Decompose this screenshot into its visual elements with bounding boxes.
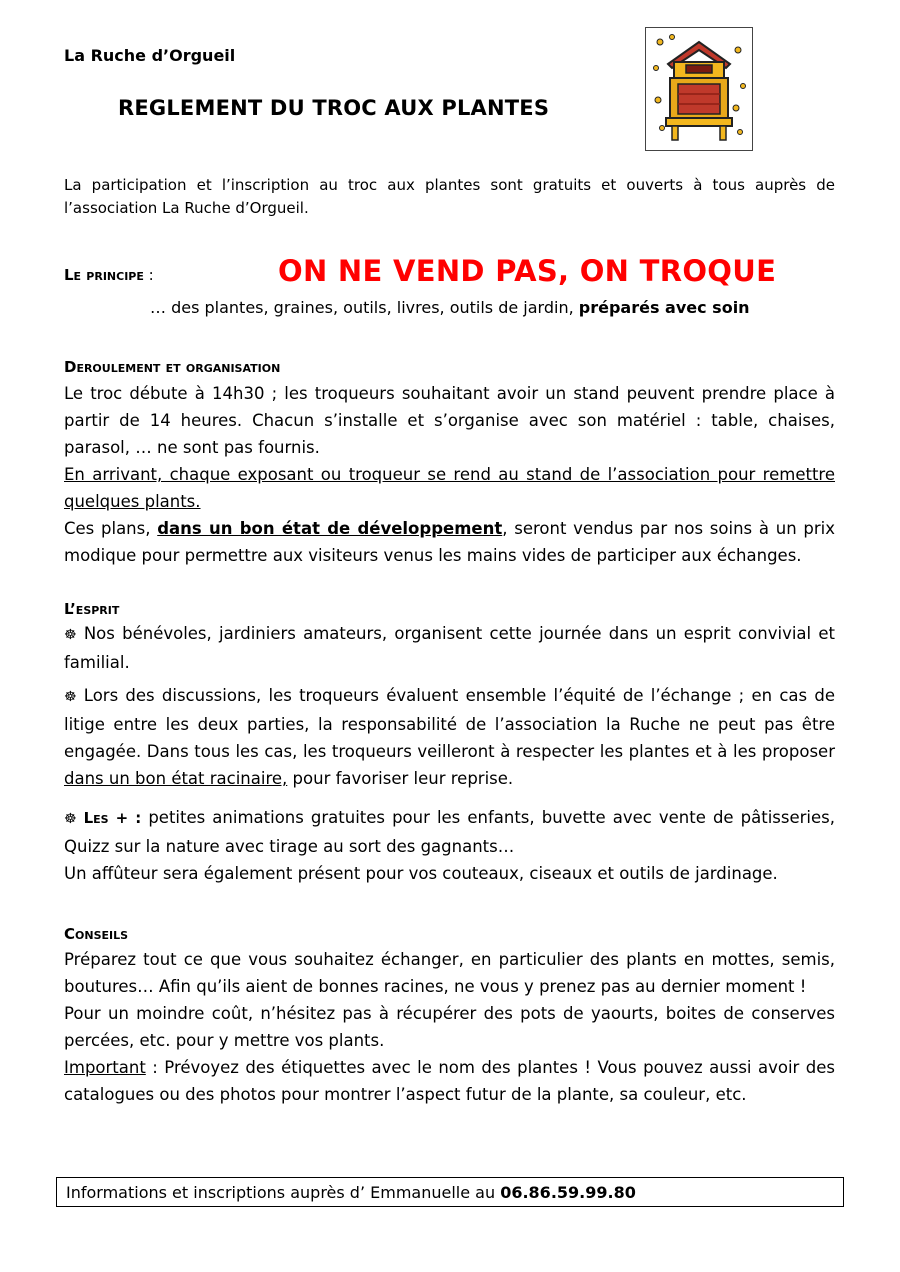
- deroulement-p3-start: Ces plans,: [64, 519, 158, 538]
- slogan: ON NE VEND PAS, ON TROQUE: [278, 254, 777, 288]
- organization-name: La Ruche d’Orgueil: [64, 46, 236, 65]
- wheel-bullet-icon: ☸: [64, 627, 77, 643]
- esprit-heading-text: L’esprit: [64, 600, 120, 618]
- plus-label: Les + :: [76, 809, 142, 827]
- deroulement-p1: Le troc débute à 14h30 ; les troqueurs souhaitant avoir un stand peuvent prendre place à partir de 14 heures. Chacun s’installe et s’organise avec son matériel : table, chaises, parasol, … ne sont pas fournis.: [64, 384, 835, 457]
- principe-colon: :: [143, 266, 154, 284]
- esprit-p2-end: pour favoriser leur reprise.: [287, 769, 514, 788]
- conseils-p2: Pour un moindre coût, n’hésitez pas à récupérer des pots de yaourts, boites de conserves percées, etc. pour y mettre vos plants.: [64, 1004, 835, 1050]
- footer-text: Informations et inscriptions auprès d’ Emmanuelle au: [66, 1183, 501, 1202]
- deroulement-section: [64, 380, 835, 569]
- deroulement-p2: En arrivant, chaque exposant ou troqueur se rend au stand de l’association pour remettre quelques plants.: [64, 465, 835, 511]
- esprit-p2: [64, 682, 835, 792]
- principe-label: Le principe: [64, 266, 144, 284]
- page-title: REGLEMENT DU TROC AUX PLANTES: [118, 96, 550, 120]
- esprit-p2-underlined: dans un bon état racinaire,: [64, 769, 288, 788]
- beehive-icon: [646, 28, 752, 150]
- logo-frame: [645, 27, 753, 151]
- plus-text: petites animations gratuites pour les enfants, buvette avec vente de pâtisseries, Quizz sur la nature avec tirage au sort des gagnants…: [64, 808, 835, 856]
- esprit-plus: [64, 804, 835, 860]
- principe-subtitle: [150, 298, 750, 317]
- important-label: Important: [64, 1058, 146, 1077]
- conseils-heading-text: Conseils: [64, 925, 129, 943]
- deroulement-p3-emphasis: dans un bon état de développement: [157, 519, 503, 538]
- principe-items: … des plantes, graines, outils, livres, outils de jardin,: [150, 298, 579, 317]
- deroulement-heading: [64, 358, 280, 376]
- esprit-section: [64, 620, 835, 887]
- important-text: : Prévoyez des étiquettes avec le nom des plantes ! Vous pouvez aussi avoir des catalogues ou des photos pour montrer l’aspect futur de la plante, sa couleur, etc.: [64, 1058, 835, 1104]
- footer-contact-box: [56, 1177, 844, 1207]
- intro-paragraph: La participation et l’inscription au troc aux plantes sont gratuits et ouverts à tous auprès de l’association La Ruche d’Orgueil.: [64, 176, 835, 217]
- deroulement-p3-end: , seront vendus par nos soins à un prix modique pour permettre aux visiteurs venus les mains vides de participer aux échanges.: [64, 519, 836, 565]
- esprit-p1: [64, 620, 835, 676]
- esprit-p1-text: Nos bénévoles, jardiniers amateurs, organisent cette journée dans un esprit convivial et familial.: [64, 624, 835, 672]
- conseils-p1: Préparez tout ce que vous souhaitez échanger, en particulier des plants en mottes, semis, boutures… Afin qu’ils aient de bonnes racines, ne vous y prenez pas au dernier moment !: [64, 950, 835, 996]
- deroulement-p3: [64, 515, 835, 569]
- conseils-p3: [64, 1054, 835, 1108]
- principe-emphasis: préparés avec soin: [578, 298, 750, 317]
- principe-heading: [64, 266, 154, 284]
- wheel-bullet-icon: ☸: [64, 689, 77, 705]
- conseils-section: [64, 946, 835, 1108]
- deroulement-heading-text: Deroulement et organisation: [64, 358, 281, 376]
- esprit-plus-2: Un affûteur sera également présent pour vos couteaux, ciseaux et outils de jardinage.: [64, 864, 778, 883]
- esprit-heading: [64, 600, 119, 618]
- esprit-p2-start: Lors des discussions, les troqueurs évaluent ensemble l’équité de l’échange ; en cas de litige entre les deux parties, la responsabilité de l’association la Ruche ne peut pas être engagée. Dans tous les cas, les troqueurs veilleront à respecter les plantes et à les proposer: [64, 686, 835, 761]
- wheel-bullet-icon: ☸: [64, 811, 77, 827]
- conseils-heading: [64, 925, 128, 943]
- footer-phone: 06.86.59.99.80: [500, 1183, 636, 1202]
